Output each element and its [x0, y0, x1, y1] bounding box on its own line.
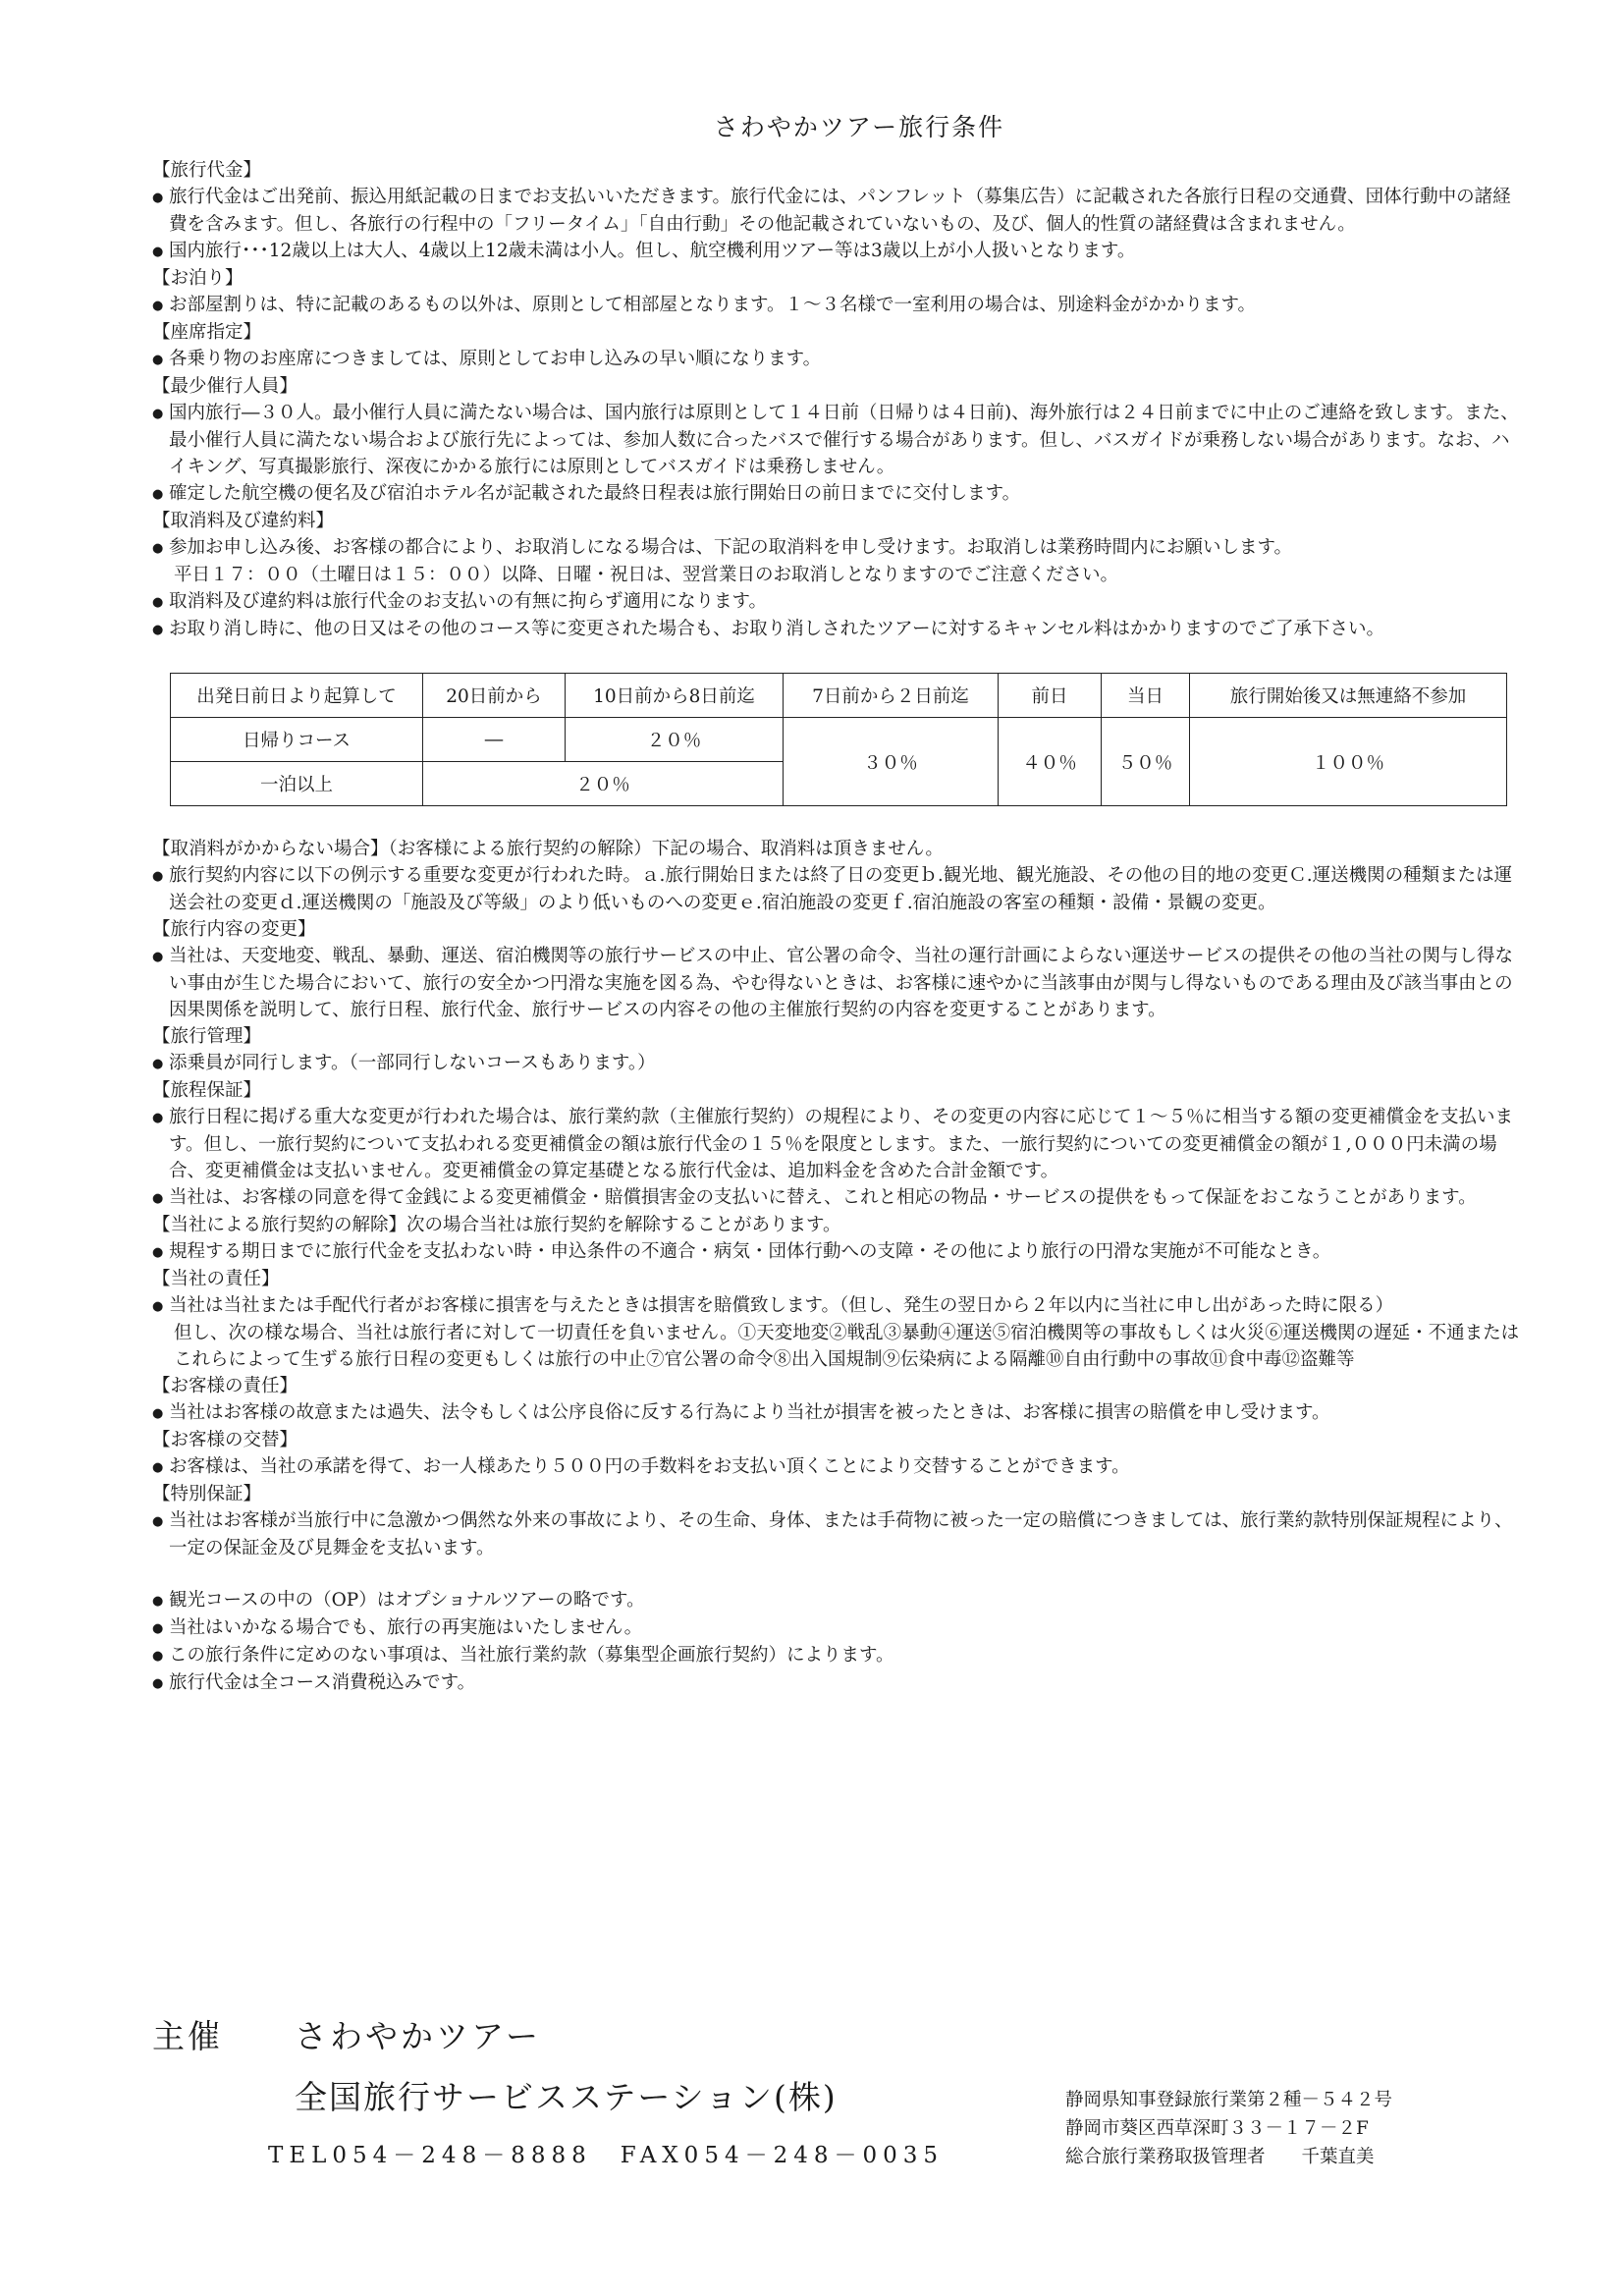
- table-cell: ４０％: [999, 718, 1102, 806]
- note-item: ● 当社はいかなる場合でも、旅行の再実施はいたしません。: [152, 1614, 1527, 1642]
- section-heading: 【お客様の責任】: [152, 1376, 298, 1396]
- note-item: ● 観光コースの中の（OP）はオプショナルツアーの略です。: [152, 1587, 1527, 1614]
- section-heading: 【旅行内容の変更】: [152, 919, 316, 940]
- bullet-continuation: 但し、次の様な場合、当社は旅行者に対して一切責任を負いません。①天変地変②戦乱③暴動④運送⑤宿泊機関等の事故もしくは火災⑥運送機関の遅延・不通またはこれらによって生ずる旅行日程の変更もしくは旅行の中止⑦官公署の命令⑧出入国規制⑨伝染病による隔離⑩自由行動中の事故⑪食中毒⑫盗難等: [174, 1323, 1520, 1370]
- bullet-item: ● 国内旅行･･･12歳以上は大人、4歳以上12歳未満は小人。但し、航空機利用ツアー等は3歳以上が小人扱いとなります。: [152, 238, 1527, 265]
- section-heading: 【旅行代金】: [152, 160, 262, 181]
- bullet-item: ● お部屋割りは、特に記載のあるもの以外は、原則として相部屋となります。１～３名様で一室利用の場合は、別途料金がかかります。: [152, 292, 1527, 319]
- note-item: ● 旅行代金は全コース消費税込みです。: [152, 1669, 1527, 1697]
- sponsor-label: 主催: [152, 2017, 223, 2055]
- table-cell: ３０％: [784, 718, 999, 806]
- bullet-item: ● 添乗員が同行します。（一部同行しないコースもあります。）: [152, 1050, 1527, 1077]
- table-cell: ２０％: [566, 718, 784, 762]
- organizer-footer: [152, 2011, 1527, 2257]
- section-stay: [152, 265, 1527, 319]
- notes-list: [152, 1587, 1527, 1697]
- registration-info: [1065, 2086, 1392, 2171]
- tel-fax: TEL054－248－8888 FAX054－248－0035: [268, 2143, 945, 2168]
- address-line: 静岡市葵区西草深町３３－１７－２F: [1065, 2118, 1369, 2139]
- bullet-item: ● 旅行代金はご出発前、振込用紙記載の日までお支払いいただきます。旅行代金には、パンフレット（募集広告）に記載された各旅行日程の交通費、団体行動中の諸経費を含みます。但し、各旅行の行程中の「フリータイム」「自由行動」その他記載されていないもの、及び、個人的性質の諸経費は含まれません。: [152, 184, 1527, 238]
- bullet-item: ● 規程する期日までに旅行代金を支払わない時・申込条件の不適合・病気・団体行動への支障・その他により旅行の円滑な実施が不可能なとき。: [152, 1238, 1527, 1266]
- section-cancel: [152, 508, 1527, 643]
- bullet-item: ● 当社はお客様の故意または過失、法令もしくは公序良俗に反する行為により当社が損害を被ったときは、お客様に損害の賠償を申し受けます。: [152, 1399, 1527, 1427]
- bullet-item: ● お客様は、当社の承諾を得て、お一人様あたり５００円の手数料をお支払い頂くことにより交替することができます。: [152, 1453, 1527, 1481]
- row-label-day-trip: 日帰りコース: [171, 718, 423, 762]
- sponsor-name: さわやかツアー: [295, 2017, 542, 2055]
- section-heading: 【旅行管理】: [152, 1026, 262, 1047]
- table-header-cell: 出発日前日より起算して: [171, 674, 423, 718]
- table-header-cell: 旅行開始後又は無連絡不参加: [1190, 674, 1507, 718]
- cancel-fee-table: [170, 673, 1507, 806]
- bullet-item: ● 当社は、お客様の同意を得て金銭による変更補償金・賠償損害金の支払いに替え、これと相応の物品・サービスの提供をもって保証をおこなうことがあります。: [152, 1184, 1527, 1212]
- table-header-cell: 当日: [1102, 674, 1190, 718]
- section-liability: [152, 1266, 1527, 1373]
- section-heading: 【取消料がかからない場合】（お客様による旅行契約の解除）下記の場合、取消料は頂きません。: [152, 839, 944, 859]
- section-guarantee: [152, 1077, 1527, 1212]
- row-label-overnight: 一泊以上: [171, 762, 423, 806]
- table-cell: ５０％: [1102, 718, 1190, 806]
- table-row: [171, 718, 1507, 762]
- company-name: 全国旅行サービスステーション(株): [295, 2078, 838, 2116]
- section-heading: 【最少催行人員】: [152, 376, 298, 397]
- note-item: ● この旅行条件に定めのない事項は、当社旅行業約款（募集型企画旅行契約）によります。: [152, 1642, 1527, 1669]
- table-cell: １００％: [1190, 718, 1507, 806]
- bullet-item: ● 確定した航空機の便名及び宿泊ホテル名が記載された最終日程表は旅行開始日の前日までに交付します。: [152, 480, 1527, 508]
- bullet-item: ● 旅行契約内容に以下の例示する重要な変更が行われた時。ａ.旅行開始日または終了日の変更ｂ.観光地、観光施設、その他の目的地の変更Ｃ.運送機関の種類または運送会社の変更ｄ.運送機関の「施設及び等級」のより低いものへの変更ｅ.宿泊施設の変更ｆ.宿泊施設の客室の種類・設備・景観の変更。: [152, 862, 1527, 916]
- section-special: [152, 1481, 1527, 1561]
- section-transfer: [152, 1427, 1527, 1481]
- section-no-fee: [152, 836, 1527, 916]
- section-heading: 【特別保証】: [152, 1484, 262, 1504]
- bullet-continuation: 平日１７：００（土曜日は１５：００）以降、日曜・祝日は、翌営業日のお取消しとなりますのでご注意ください。: [174, 565, 1119, 585]
- table-cell: ―: [423, 718, 566, 762]
- table-cell: ２０％: [423, 762, 784, 806]
- page-title: さわやかツアー旅行条件: [713, 113, 1005, 141]
- table-header-cell: 20日前から: [423, 674, 566, 718]
- bullet-item: ● 当社は当社または手配代行者がお客様に損害を与えたときは損害を賠償致します。（但し、発生の翌日から２年以内に当社に申し出があった時に限る）: [152, 1292, 1527, 1320]
- manager-line: 総合旅行業務取扱管理者 千葉直美: [1065, 2147, 1375, 2167]
- terms-page: [152, 108, 1527, 1697]
- bullet-item: ● 取消料及び違約料は旅行代金のお支払いの有無に拘らず適用になります。: [152, 588, 1527, 616]
- bullet-item: ● 参加お申し込み後、お客様の都合により、お取消しになる場合は、下記の取消料を申し受けます。お取消しは業務時間内にお願いします。: [152, 534, 1527, 562]
- bullet-item: ● 当社はお客様が当旅行中に急激かつ偶然な外来の事故により、その生命、身体、または手荷物に被った一定の賠償につきましては、旅行業約款特別保証規程により、一定の保証金及び見舞金を支払います。: [152, 1507, 1527, 1561]
- section-minimum: [152, 373, 1527, 508]
- section-customer-liability: [152, 1373, 1527, 1427]
- section-heading: 【旅程保証】: [152, 1080, 262, 1101]
- section-seat: [152, 319, 1527, 373]
- section-management: [152, 1023, 1527, 1077]
- section-heading: 【当社による旅行契約の解除】次の場合当社は旅行契約を解除することがあります。: [152, 1215, 841, 1235]
- bullet-item: ● 当社は、天変地変、戦乱、暴動、運送、宿泊機関等の旅行サービスの中止、官公署の命令、当社の運行計画によらない運送サービスの提供その他の当社の関与し得ない事由が生じた場合において、旅行の安全かつ円滑な実施を図る為、やむ得ないときは、お客様に速やかに当該事由が関与し得ないものである理由及び該当事由との因果関係を説明して、旅行日程、旅行代金、旅行サービスの内容その他の主催旅行契約の内容を変更することがあります。: [152, 943, 1527, 1023]
- table-header-cell: 10日前から8日前迄: [566, 674, 784, 718]
- bullet-item: ● 国内旅行―３０人。最小催行人員に満たない場合は、国内旅行は原則として１４日前（日帰りは４日前)、海外旅行は２４日前までに中止のご連絡を致します。また、最小催行人員に満たない場合および旅行先によっては、参加人数に合ったバスで催行する場合があります。但し、バスガイドが乗務しない場合があります。なお、ハイキング、写真撮影旅行、深夜にかかる旅行には原則としてバスガイドは乗務しません。: [152, 400, 1527, 480]
- bullet-item: ● 旅行日程に掲げる重大な変更が行われた場合は、旅行業約款（主催旅行契約）の規程により、その変更の内容に応じて１～５％に相当する額の変更補償金を支払います。但し、一旅行契約について支払われる変更補償金の額は旅行代金の１５％を限度とします。また、一旅行契約についての変更補償金の額が１,０００円未満の場合、変更補償金は支払いません。変更補償金の算定基礎となる旅行代金は、追加料金を含めた合計金額です。: [152, 1104, 1527, 1184]
- registration-line: 静岡県知事登録旅行業第２種－５４２号: [1065, 2090, 1393, 2110]
- section-fee: [152, 157, 1527, 265]
- section-heading: 【取消料及び違約料】: [152, 511, 335, 531]
- section-heading: 【お泊り】: [152, 268, 244, 289]
- section-termination: [152, 1212, 1527, 1266]
- section-heading: 【当社の責任】: [152, 1269, 280, 1289]
- table-header-cell: 前日: [999, 674, 1102, 718]
- bullet-item: ● 各乗り物のお座席につきましては、原則としてお申し込みの早い順になります。: [152, 346, 1527, 373]
- bullet-item: ● お取り消し時に、他の日又はその他のコース等に変更された場合も、お取り消しされたツアーに対するキャンセル料はかかりますのでご了承下さい。: [152, 616, 1527, 643]
- spacer: [152, 1561, 1527, 1587]
- table-header-row: [171, 674, 1507, 718]
- table-header-cell: 7日前から２日前迄: [784, 674, 999, 718]
- section-heading: 【お客様の交替】: [152, 1430, 298, 1450]
- section-change: [152, 916, 1527, 1023]
- section-heading: 【座席指定】: [152, 322, 262, 343]
